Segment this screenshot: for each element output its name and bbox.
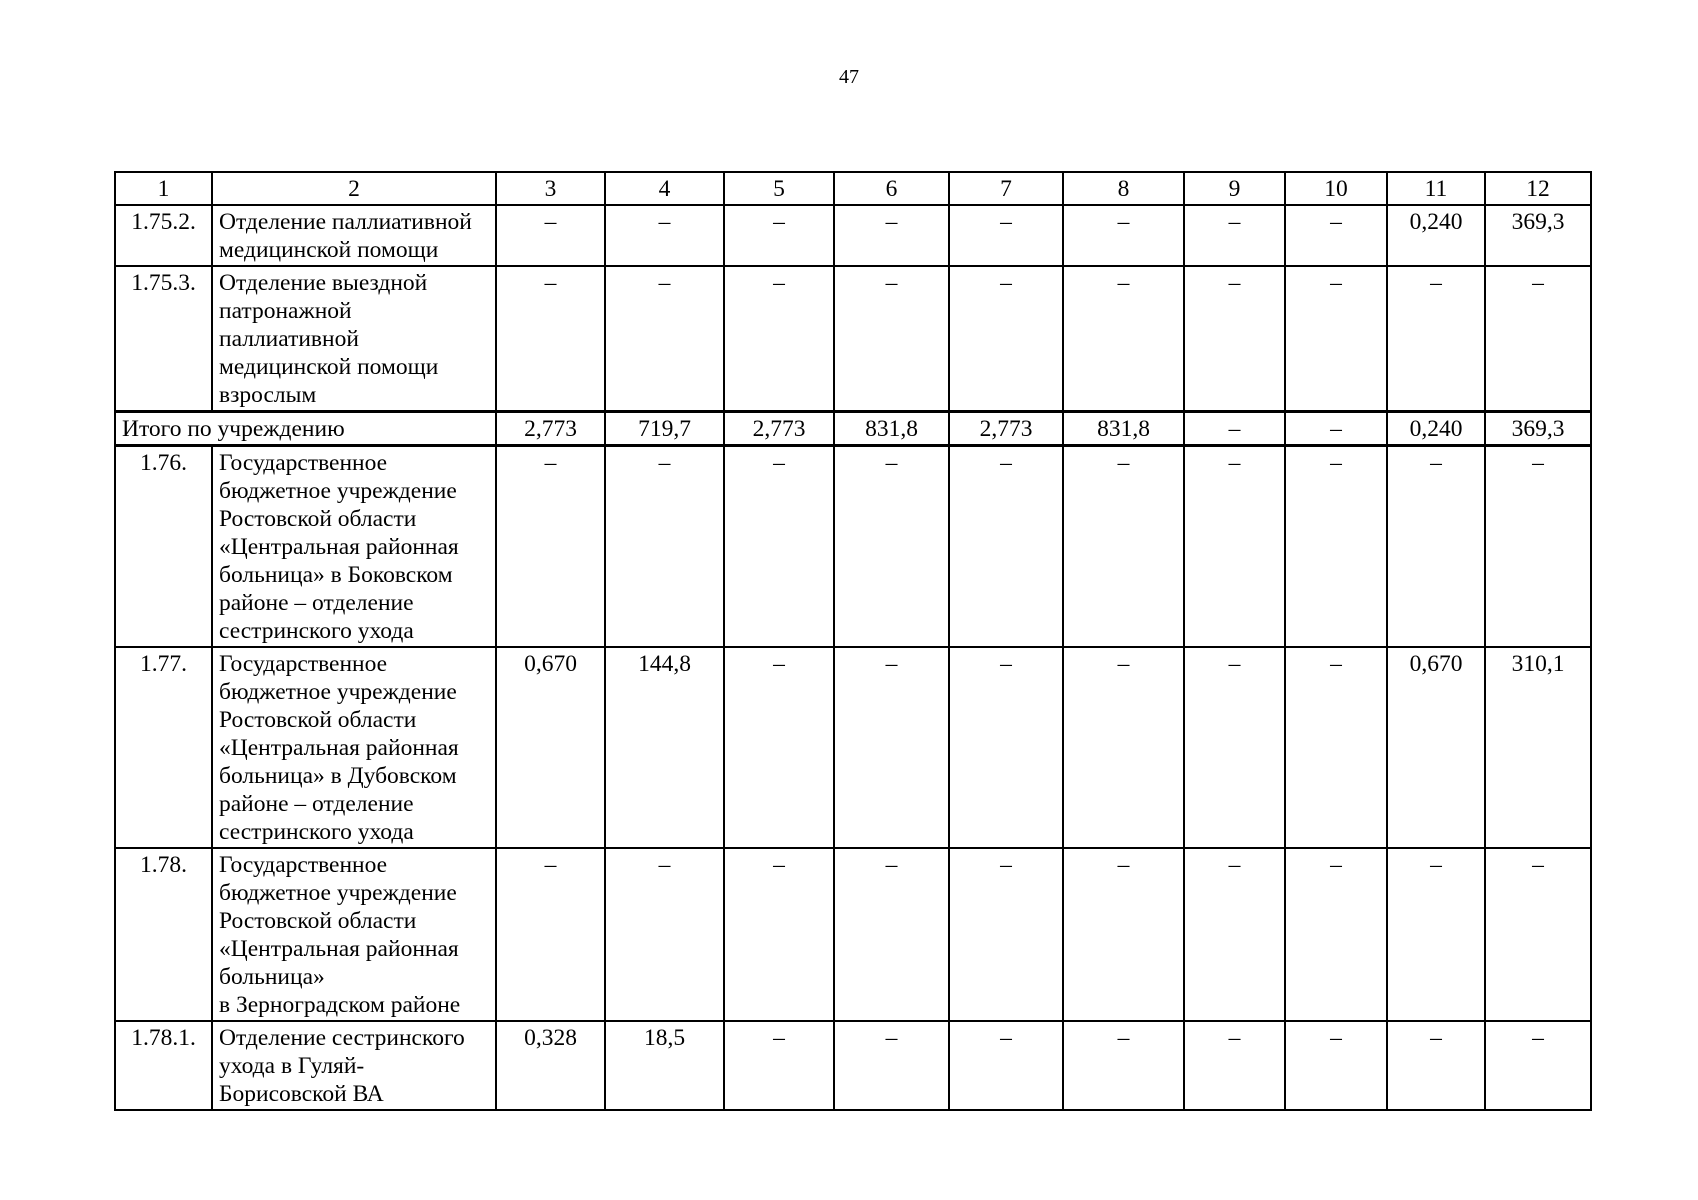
column-header: 4 [605,172,724,205]
value-cell: – [1184,647,1285,848]
column-header: 9 [1184,172,1285,205]
value-cell: – [1485,848,1591,1021]
row-name-line: паллиативной [219,326,359,352]
value-cell: 831,8 [1063,412,1184,446]
value-cell: – [1387,848,1485,1021]
row-name-line: патронажной [219,298,352,324]
total-row [115,412,1591,446]
row-name-line: медицинской помощи [219,354,439,380]
row-name-line: Государственное [219,852,388,878]
value-cell: – [1285,848,1387,1021]
value-cell: – [605,266,724,412]
row-name-line: больница» в Дубовском [219,763,457,789]
row-name [212,1021,496,1110]
row-name-line: Ростовской области [219,908,417,934]
value-cell: – [724,647,834,848]
value-cell: – [1387,1021,1485,1110]
value-cell: – [834,1021,949,1110]
value-cell: – [496,205,605,266]
value-cell: – [496,446,605,648]
value-cell: – [834,446,949,648]
table-row [115,848,1591,1021]
value-cell: 0,240 [1387,205,1485,266]
value-cell: – [496,266,605,412]
value-cell: 0,670 [496,647,605,848]
row-name-line: медицинской помощи [219,237,439,263]
value-cell: 2,773 [496,412,605,446]
column-header: 2 [212,172,496,205]
row-number: 1.75.3. [115,266,212,412]
value-cell: – [724,848,834,1021]
row-name [212,848,496,1021]
total-label: Итого по учреждению [115,412,496,446]
value-cell: 0,670 [1387,647,1485,848]
value-cell: – [1184,1021,1285,1110]
value-cell: – [605,205,724,266]
row-name-line: «Центральная районная [219,534,459,560]
row-number: 1.78.1. [115,1021,212,1110]
value-cell: – [834,848,949,1021]
value-cell: 369,3 [1485,412,1591,446]
table-row [115,446,1591,648]
value-cell: – [834,266,949,412]
column-header: 1 [115,172,212,205]
value-cell: – [1285,446,1387,648]
column-header: 8 [1063,172,1184,205]
value-cell: – [1285,266,1387,412]
value-cell: – [1184,266,1285,412]
row-name-line: больница» в Боковском [219,562,453,588]
value-cell: – [605,848,724,1021]
value-cell: – [724,446,834,648]
value-cell: – [1184,412,1285,446]
value-cell: – [605,446,724,648]
data-table [114,171,1592,1111]
column-header: 10 [1285,172,1387,205]
column-header: 7 [949,172,1063,205]
row-name-line: Отделение выездной [219,270,428,296]
column-header: 5 [724,172,834,205]
row-number: 1.76. [115,446,212,648]
header-row [115,172,1591,205]
row-number: 1.78. [115,848,212,1021]
value-cell: – [1485,266,1591,412]
value-cell: – [1285,412,1387,446]
value-cell: – [949,1021,1063,1110]
row-name [212,266,496,412]
row-name-line: взрослым [219,382,317,408]
row-name-line: сестринского ухода [219,819,414,845]
value-cell: – [1184,848,1285,1021]
value-cell: – [1063,1021,1184,1110]
value-cell: – [1063,647,1184,848]
row-name-line: сестринского ухода [219,618,414,644]
value-cell: 719,7 [605,412,724,446]
value-cell: – [1063,266,1184,412]
value-cell: – [1387,266,1485,412]
row-name-line: ухода в Гуляй- [219,1053,365,1079]
row-name-line: «Центральная районная [219,735,459,761]
value-cell: 310,1 [1485,647,1591,848]
value-cell: – [834,647,949,848]
value-cell: 144,8 [605,647,724,848]
row-name [212,647,496,848]
value-cell: – [724,205,834,266]
table-row [115,266,1591,412]
value-cell: – [834,205,949,266]
value-cell: 369,3 [1485,205,1591,266]
row-name-line: бюджетное учреждение [219,679,457,705]
value-cell: 2,773 [724,412,834,446]
value-cell: 831,8 [834,412,949,446]
page-number: 47 [839,66,859,88]
row-name-line: Борисовской ВА [219,1081,384,1107]
value-cell: – [949,266,1063,412]
table-row [115,1021,1591,1110]
row-name-line: Ростовской области [219,506,417,532]
row-name-line: Ростовской области [219,707,417,733]
value-cell: – [1285,1021,1387,1110]
value-cell: – [949,848,1063,1021]
value-cell: 18,5 [605,1021,724,1110]
column-header: 3 [496,172,605,205]
row-name-line: бюджетное учреждение [219,880,457,906]
row-number: 1.75.2. [115,205,212,266]
row-name-line: Государственное [219,450,388,476]
row-name-line: Отделение паллиативной [219,209,472,235]
value-cell: – [949,647,1063,848]
row-name-line: районе – отделение [219,791,414,817]
value-cell: – [949,446,1063,648]
row-number: 1.77. [115,647,212,848]
row-name-line: бюджетное учреждение [219,478,457,504]
column-header: 11 [1387,172,1485,205]
value-cell: – [1063,848,1184,1021]
value-cell: 0,328 [496,1021,605,1110]
row-name-line: районе – отделение [219,590,414,616]
table-row [115,205,1591,266]
value-cell: – [724,1021,834,1110]
value-cell: – [1387,446,1485,648]
value-cell: – [1285,647,1387,848]
column-header: 12 [1485,172,1591,205]
value-cell: – [1063,205,1184,266]
value-cell: – [1184,446,1285,648]
row-name [212,446,496,648]
value-cell: – [724,266,834,412]
row-name-line: Отделение сестринского [219,1025,465,1051]
row-name-line: «Центральная районная [219,936,459,962]
row-name [212,205,496,266]
row-name-line: Государственное [219,651,388,677]
value-cell: – [1485,1021,1591,1110]
value-cell: – [1485,446,1591,648]
column-header: 6 [834,172,949,205]
table-row [115,647,1591,848]
value-cell: – [1184,205,1285,266]
row-name-line: больница» [219,964,325,990]
value-cell: – [496,848,605,1021]
value-cell: – [949,205,1063,266]
value-cell: – [1063,446,1184,648]
value-cell: 0,240 [1387,412,1485,446]
value-cell: – [1285,205,1387,266]
value-cell: 2,773 [949,412,1063,446]
row-name-line: в Зерноградском районе [219,992,461,1018]
